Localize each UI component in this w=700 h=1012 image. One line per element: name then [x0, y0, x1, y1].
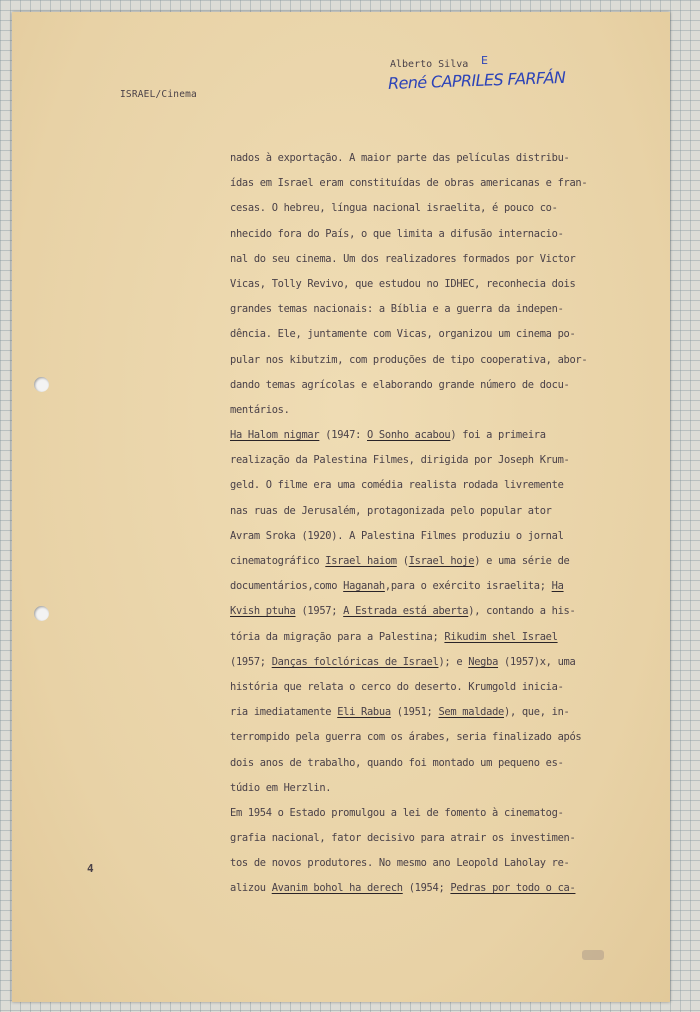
- text-segment: terrompido pela guerra com os árabes, seria finalizado após: [230, 731, 582, 744]
- text-line: [230, 524, 620, 549]
- text-line: [230, 650, 620, 675]
- text-line: [230, 776, 620, 801]
- text-segment: nhecido fora do País, o que limita a difusão internacio-: [230, 227, 564, 240]
- text-segment: dando temas agrícolas e elaborando grande número de docu-: [230, 378, 570, 391]
- text-segment: ) foi a primeira: [450, 429, 546, 442]
- underlined-title: Sem maldade: [438, 706, 504, 719]
- text-line: [230, 398, 620, 423]
- text-line: [230, 675, 620, 700]
- text-segment: (: [396, 555, 409, 567]
- text-segment: nas ruas de Jerusalém, protagonizada pelo popular ator: [230, 504, 552, 517]
- text-segment: dois anos de trabalho, quando foi montado um pequeno es-: [230, 756, 564, 769]
- text-line: [230, 373, 620, 398]
- underlined-title: Israel haiom: [325, 555, 397, 567]
- handwritten-author-name: René CAPRILES FARFÁN: [387, 67, 566, 93]
- text-segment: Vicas, Tolly Revivo, que estudou no IDHEC, reconhecia dois: [230, 277, 576, 290]
- text-segment: ,para o exército israelita;: [384, 580, 552, 593]
- text-line: [230, 322, 620, 347]
- text-segment: realização da Palestina Filmes, dirigida por Joseph Krum-: [230, 454, 570, 467]
- text-segment: (1954;: [402, 882, 451, 895]
- text-segment: Em 1954 o Estado promulgou a lei de fomento à cinematog-: [230, 806, 564, 819]
- text-segment: grandes temas nacionais: a Bíblia e a guerra da indepen-: [230, 303, 564, 316]
- author-typed: Alberto Silva: [390, 59, 469, 70]
- text-segment: pular nos kibutzim, com produções de tipo cooperativa, abor-: [230, 353, 588, 366]
- handwritten-mark: E: [481, 54, 488, 67]
- text-line: [230, 625, 620, 650]
- text-segment: (1951;: [390, 706, 439, 719]
- smudge-mark: [582, 950, 604, 960]
- text-segment: (1947:: [319, 429, 367, 442]
- text-segment: mentários.: [230, 403, 290, 416]
- text-segment: tória da migração para a Palestina;: [230, 630, 445, 643]
- text-line: [230, 826, 620, 851]
- text-segment: cinematográfico: [230, 555, 326, 567]
- text-segment: cesas. O hebreu, língua nacional israelita, é pouco co-: [230, 202, 558, 215]
- text-segment: ); e: [438, 655, 469, 668]
- text-segment: história que relata o cerco do deserto. Krumgold inicia-: [230, 680, 564, 693]
- underlined-title: Eli Rabua: [337, 706, 391, 719]
- text-segment: alizou: [230, 882, 272, 895]
- underlined-title: Avanim bohol ha derech: [271, 882, 403, 895]
- text-line: [230, 448, 620, 473]
- text-segment: Avram Sroka (1920). A Palestina Filmes produziu o jornal: [230, 529, 564, 542]
- text-segment: nados à exportação. A maior parte das películas distribu-: [230, 152, 570, 164]
- text-segment: grafia nacional, fator decisivo para atrair os investimen-: [230, 832, 576, 845]
- text-line: [230, 272, 620, 297]
- text-line: [230, 297, 620, 322]
- underlined-title: Rikudim shel Israel: [444, 630, 558, 643]
- text-segment: ídas em Israel eram constituídas de obras americanas e fran-: [230, 177, 588, 190]
- text-line: [230, 725, 620, 750]
- text-segment: dência. Ele, juntamente com Vicas, organizou um cinema po-: [230, 328, 576, 341]
- underlined-title: Negba: [468, 655, 499, 668]
- text-line: [230, 599, 620, 624]
- document-page: [12, 12, 670, 1002]
- text-line: [230, 700, 620, 725]
- text-line: [230, 196, 620, 221]
- underlined-title: A Estrada está aberta: [343, 605, 469, 618]
- underlined-title: Danças folclóricas de Israel: [271, 655, 439, 668]
- text-line: [230, 801, 620, 826]
- text-line: [230, 348, 620, 373]
- text-segment: túdio em Herzlin.: [230, 781, 332, 794]
- text-segment: (1957)x, uma: [498, 655, 576, 668]
- page-number: 4: [87, 862, 94, 875]
- binder-hole-lower: [34, 606, 49, 621]
- text-segment: ) e uma série de: [474, 555, 570, 567]
- text-line: [230, 499, 620, 524]
- text-line: [230, 171, 620, 196]
- text-line: [230, 876, 620, 901]
- binder-hole-upper: [34, 377, 49, 392]
- text-segment: tos de novos produtores. No mesmo ano Leopold Laholay re-: [230, 857, 570, 870]
- underlined-title: Kvish ptuha: [230, 605, 296, 618]
- underlined-title: Ha Halom nigmar: [230, 429, 320, 442]
- text-line: [230, 549, 620, 574]
- text-segment: geld. O filme era uma comédia realista rodada livremente: [230, 479, 564, 492]
- text-line: [230, 146, 620, 171]
- text-line: [230, 574, 620, 599]
- text-segment: ), contando a his-: [468, 605, 576, 618]
- text-line: [230, 751, 620, 776]
- underlined-title: Haganah: [343, 580, 385, 593]
- text-line: [230, 247, 620, 272]
- text-segment: (1957;: [230, 655, 272, 668]
- underlined-title: Pedras por todo o ca-: [450, 882, 576, 895]
- text-line: [230, 222, 620, 247]
- body-text: [230, 146, 620, 902]
- text-segment: ), que, in-: [503, 706, 570, 719]
- text-segment: ria imediatamente: [230, 706, 338, 719]
- text-segment: (1957;: [295, 605, 344, 618]
- underlined-title: O Sonho acabou: [367, 429, 451, 442]
- text-segment: documentários,como: [230, 580, 344, 593]
- underlined-title: Israel hoje: [408, 555, 475, 567]
- text-segment: nal do seu cinema. Um dos realizadores formados por Victor: [230, 252, 576, 265]
- text-line: [230, 423, 620, 448]
- section-header: ISRAEL/Cinema: [120, 89, 197, 100]
- text-line: [230, 851, 620, 876]
- underlined-title: Ha: [551, 580, 564, 593]
- text-line: [230, 473, 620, 498]
